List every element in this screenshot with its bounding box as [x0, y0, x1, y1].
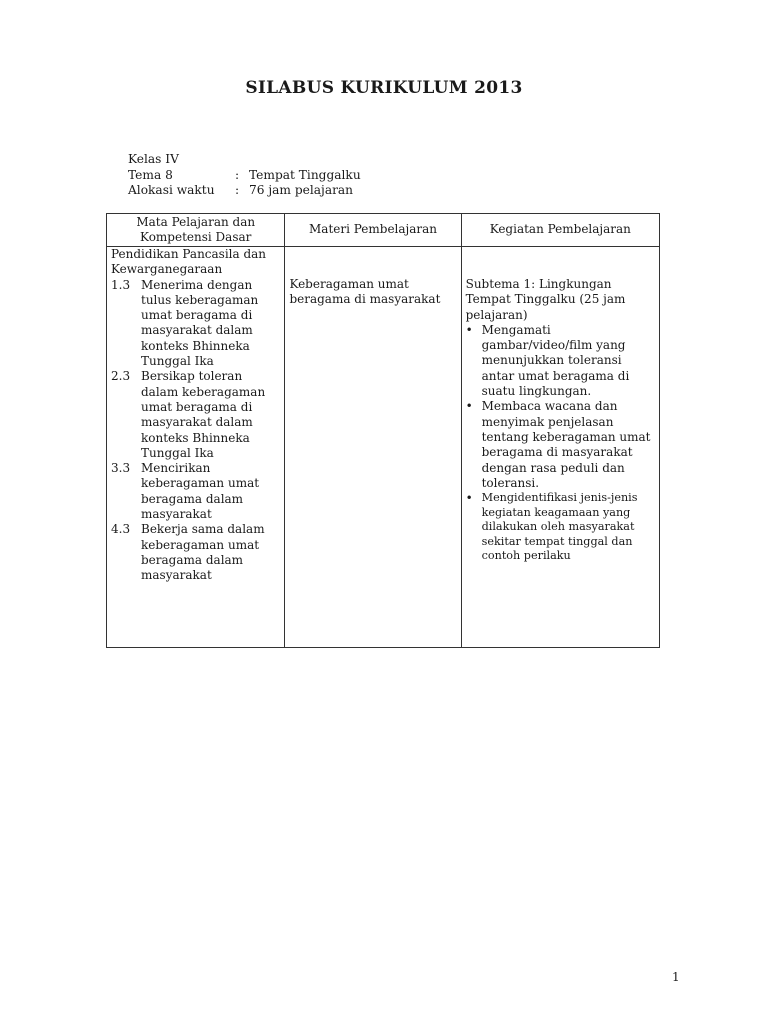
kompetensi-item: [111, 369, 280, 461]
meta-tema: [128, 168, 361, 184]
kegiatan-text: Membaca wacana dan menyimak penjelasan tentang keberagaman umat beragama di masyarakat dengan rasa peduli dan toleransi.: [481, 399, 651, 490]
kegiatan-text: Mengidentifikasi jenis-jenis kegiatan keagamaan yang dilakukan oleh masyarakat sekitar tempat tinggal dan contoh perilaku: [481, 491, 638, 563]
tema-label: Tema 8: [128, 167, 173, 182]
materi-text: Keberagaman umat beragama di masyarakat: [289, 277, 441, 307]
kompetensi-item: [111, 461, 280, 522]
kompetensi-text: Bekerja sama dalam keberagaman umat beragama dalam masyarakat: [141, 522, 265, 583]
kompetensi-number: 4.3: [111, 522, 131, 537]
cell-kompetensi: [107, 247, 285, 648]
list-item: [466, 399, 655, 491]
table-header-row: [107, 214, 660, 247]
bullet-icon: •: [465, 322, 473, 337]
alokasi-value: 76 jam pelajaran: [249, 183, 354, 197]
tema-value: Tempat Tinggalku: [249, 167, 361, 182]
kompetensi-number: 3.3: [111, 461, 131, 476]
page-title: SILABUS KURIKULUM 2013: [245, 78, 523, 98]
kompetensi-number: 1.3: [111, 277, 131, 292]
cell-kegiatan: [461, 247, 659, 648]
header-materi: Materi Pembelajaran: [285, 214, 461, 247]
page-number: 1: [672, 970, 680, 984]
subtema-heading: Subtema 1: Lingkungan Tempat Tinggalku (25 jam pelajaran): [465, 277, 626, 322]
list-item: [466, 323, 655, 399]
header-kegiatan: Kegiatan Pembelajaran: [461, 214, 659, 247]
meta-kelas: [128, 152, 361, 168]
meta-alokasi: [128, 183, 361, 199]
bullet-icon: •: [465, 399, 473, 414]
tema-separator: :: [235, 167, 240, 182]
bullet-icon: •: [465, 491, 473, 506]
cell-materi: [285, 247, 461, 648]
list-item: [466, 491, 655, 564]
kompetensi-item: [111, 278, 280, 370]
kegiatan-text: Mengamati gambar/video/film yang menunjukkan toleransi antar umat beragama di suatu lingkungan.: [481, 322, 630, 399]
header-mata-pelajaran: Mata Pelajaran dan Kompetensi Dasar: [107, 214, 285, 247]
kompetensi-text: Bersikap toleran dalam keberagaman umat beragama di masyarakat dalam konteks Bhinneka Tunggal Ika: [141, 369, 266, 460]
alokasi-label: Alokasi waktu: [128, 183, 215, 197]
kompetensi-text: Mencirikan keberagaman umat beragama dalam masyarakat: [141, 461, 260, 522]
subject-name: Pendidikan Pancasila dan Kewarganegaraan: [111, 247, 267, 277]
kelas-text: Kelas IV: [128, 152, 179, 166]
kompetensi-item: [111, 522, 280, 583]
kompetensi-number: 2.3: [111, 369, 131, 384]
syllabus-table: [106, 213, 660, 648]
syllabus-meta: [128, 152, 361, 199]
table-row: [107, 247, 660, 648]
kegiatan-list: [466, 323, 655, 564]
alokasi-separator: :: [235, 183, 240, 197]
kompetensi-text: Menerima dengan tulus keberagaman umat beragama di masyarakat dalam konteks Bhinneka Tunggal Ika: [141, 277, 259, 369]
